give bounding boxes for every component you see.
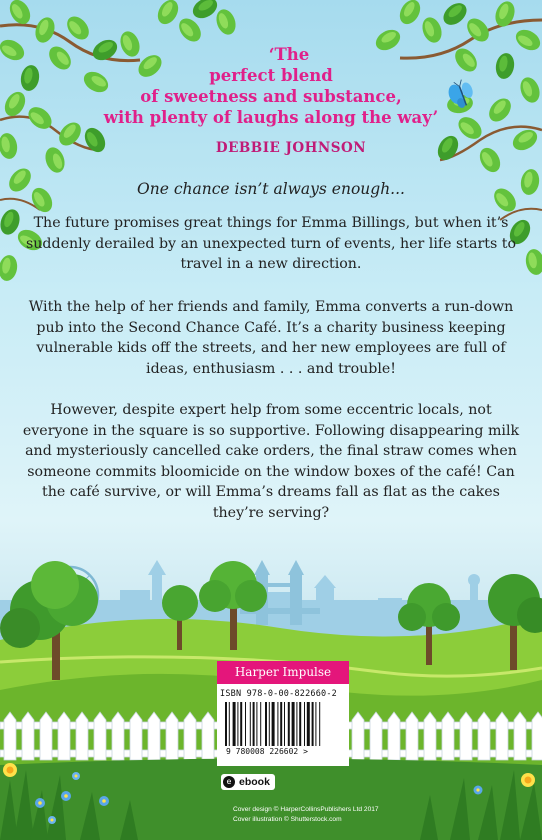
barcode-bar [296, 702, 297, 746]
ebook-label: ebook [239, 776, 270, 788]
isbn-text: ISBN 978-0-00-822660-2 [220, 689, 337, 699]
barcode-bar [277, 702, 278, 746]
quote-line: perfect blend [209, 66, 333, 85]
barcode-bar [265, 702, 267, 746]
barcode-bar [288, 702, 290, 746]
quote-line: with plenty of laughs along the way’ [103, 108, 439, 127]
imprint-label: Harper Impulse [217, 661, 349, 684]
barcode-bar [253, 702, 255, 746]
illustration-credit: Cover illustration © Shutterstock.com [233, 816, 342, 823]
barcode-bar [256, 702, 257, 746]
barcode-bar [292, 702, 295, 746]
barcode-bar [299, 702, 301, 746]
ebook-icon: e [223, 776, 235, 788]
review-quote [0, 44, 542, 128]
barcode-bar [304, 702, 305, 746]
barcode-bar [225, 702, 227, 746]
barcode-bar [260, 702, 261, 746]
barcode-bar [315, 702, 316, 746]
barcode-bar [240, 702, 242, 746]
barcode-bar [269, 702, 270, 746]
barcode-bar [307, 702, 310, 746]
barcode-number: 9 780008 226602 > [226, 747, 308, 756]
barcode [225, 702, 341, 746]
barcode-bar [237, 702, 238, 746]
barcode-bar [250, 702, 251, 746]
barcode-bar [245, 702, 246, 746]
blurb-paragraph: The future promises great things for Emma Billings, but when it’s suddenly derailed by an unexpected turn of events, her life starts to travel in a new direction. [26, 215, 516, 272]
tagline: One chance isn’t always enough... [137, 180, 405, 198]
ebook-badge [221, 774, 275, 790]
barcode-bar [284, 702, 285, 746]
design-credit: Cover design © HarperCollinsPublishers Ltd 2017 [233, 806, 379, 813]
quote-author: DEBBIE JOHNSON [215, 140, 367, 156]
barcode-bar [319, 702, 320, 746]
barcode-bar [312, 702, 314, 746]
quote-line: of sweetness and substance, [140, 87, 402, 106]
quote-line: ‘The [268, 45, 310, 64]
barcode-bar [272, 702, 275, 746]
barcode-bar [280, 702, 282, 746]
blurb-paragraph: With the help of her friends and family, Emma converts a run-down pub into the Second Chance Café. It’s a charity business keeping vulnerable kids off the streets, and her new employees are full of ideas, enthusiasm . . . and trouble! [28, 299, 514, 377]
barcode-bar [233, 702, 236, 746]
barcode-bar [229, 702, 230, 746]
blurb-paragraph: However, despite expert help from some eccentric locals, not everyone in the square is so supportive. Following disappearing milk and mysteriously cancelled cake orders, the final straw comes when someone commits bloomicide on the window boxes of the café! Can the café survive, or will Emma’s dreams fall as flat as the cakes they’re serving? [22, 402, 520, 521]
